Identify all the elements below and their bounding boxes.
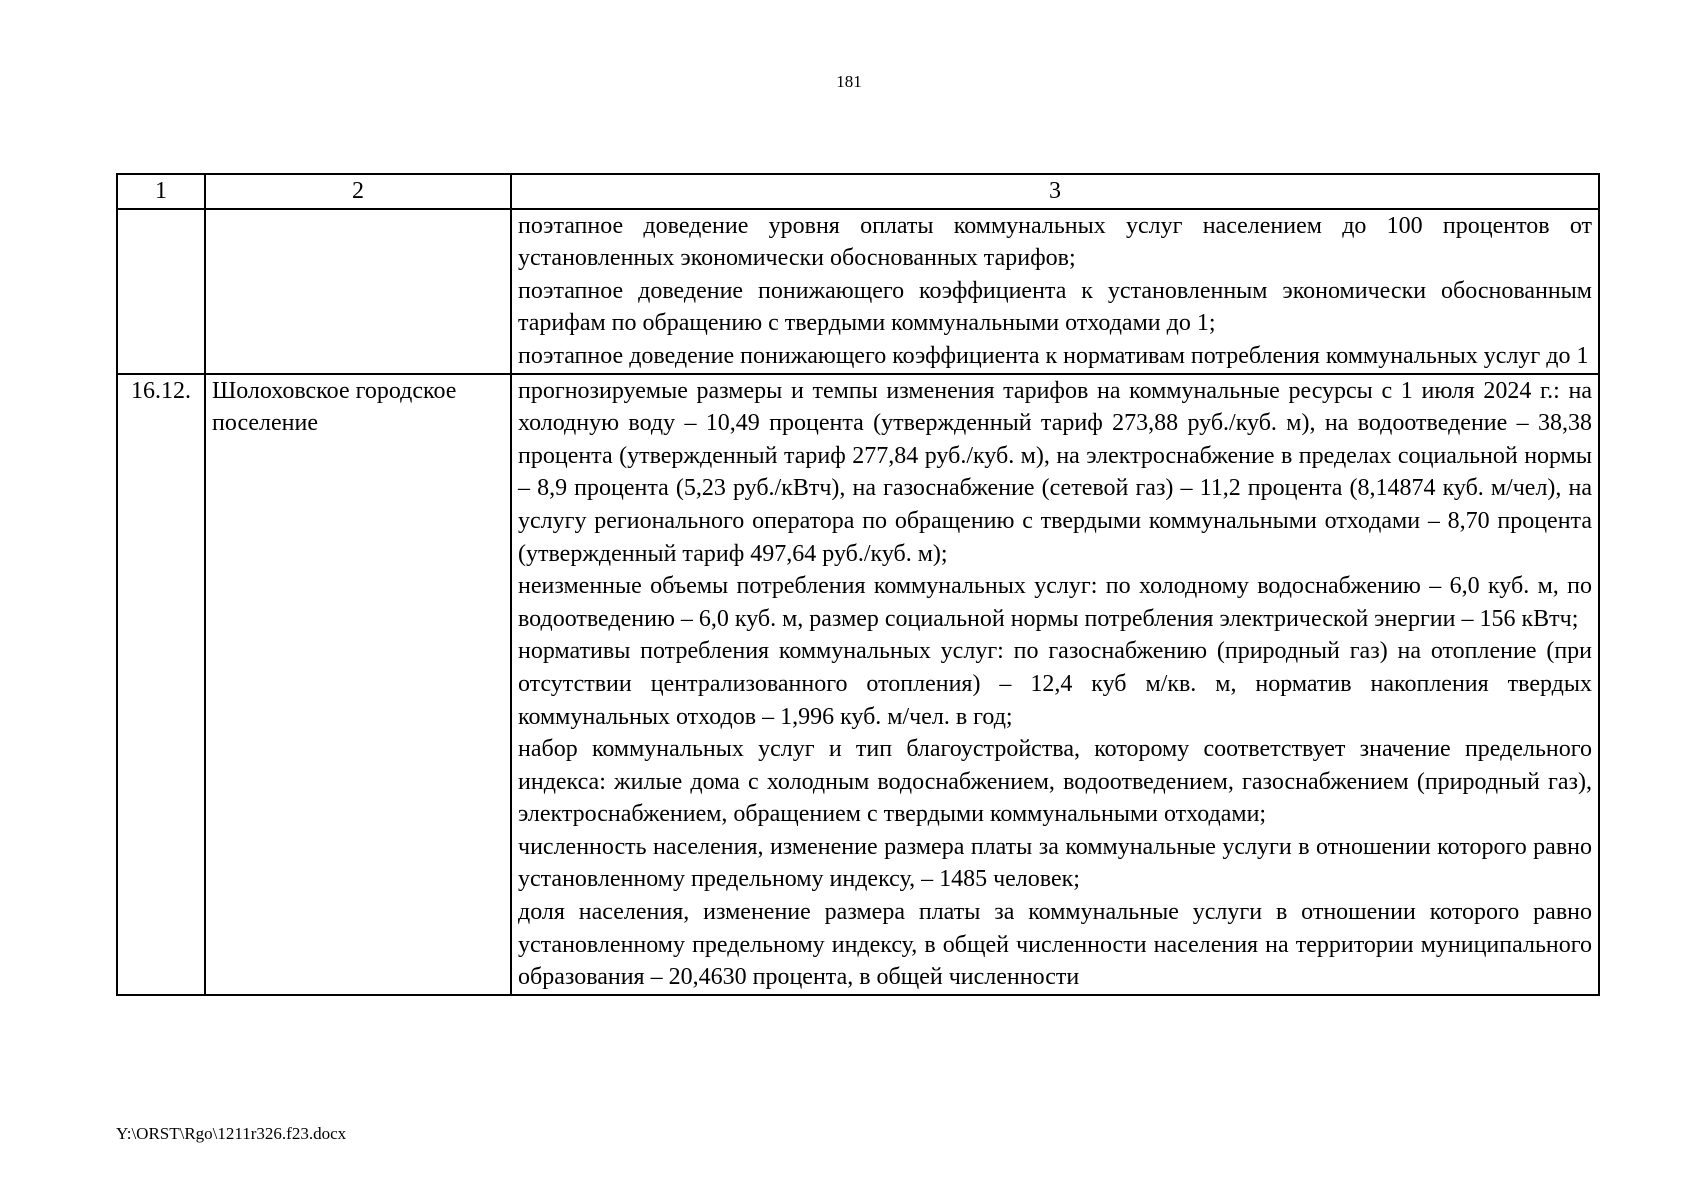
column-header-2: 2 [205, 174, 511, 209]
table-row-16-12 [117, 374, 1599, 995]
municipality-name-cell: Шолоховское городское поселение [205, 374, 511, 995]
description-paragraph: нормативы потребления коммунальных услуг: по газоснабжению (природный газ) на отопление (при отсутствии централизованного отопления) – 12,4 куб м/кв. м, норматив накопления твердых коммунальных отходов – 1,996 куб. м/чел. в год; [518, 638, 1592, 730]
description-paragraph: прогнозируемые размеры и темпы изменения тарифов на коммунальные ресурсы с 1 июля 2024 г.: на холодную воду – 10,49 процента (утвержденный тариф 273,88 руб./куб. м), на водоотведение – 38,38 процента (утвержденный тариф 277,84 руб./куб. м), на электроснабжение в пределах социальной нормы – 8,9 процента (5,23 руб./кВтч), на газоснабжение (сетевой газ) – 11,2 процента (8,14874 куб. м/чел), на услугу регионального оператора по обращению с твердыми коммунальными отходами – 8,70 процента (утвержденный тариф 497,64 руб./куб. м); [518, 377, 1592, 567]
tariff-table [116, 173, 1600, 996]
description-paragraph: доля населения, изменение размера платы за коммунальные услуги в отношении которого равно установленному предельному индексу, в общей численности населения на территории муниципального образования – 20,4630 процента, в общей численности [518, 899, 1592, 991]
page-number: 181 [836, 72, 862, 91]
description-paragraph: поэтапное доведение уровня оплаты коммунальных услуг населением до 100 процентов от установленных экономически обоснованных тарифов; [518, 212, 1592, 272]
table-header-row [117, 174, 1599, 209]
footer-file-path: Y:\ORST\Rgo\1211r326.f23.docx [116, 1124, 347, 1143]
municipality-name-cell [205, 209, 511, 374]
column-header-3: 3 [511, 174, 1599, 209]
description-cell [511, 374, 1599, 995]
description-paragraph: численность населения, изменение размера платы за коммунальные услуги в отношении которого равно установленному предельному индексу, – 1485 человек; [518, 833, 1592, 893]
row-number-cell: 16.12. [117, 374, 205, 995]
description-cell [511, 209, 1599, 374]
row-number-cell [117, 209, 205, 374]
column-header-1: 1 [117, 174, 205, 209]
description-paragraph: поэтапное доведение понижающего коэффициента к нормативам потребления коммунальных услуг до 1 [518, 342, 1589, 369]
table-row-continuation [117, 209, 1599, 374]
description-paragraph: поэтапное доведение понижающего коэффициента к установленным экономически обоснованным тарифам по обращению с твердыми коммунальными отходами до 1; [518, 277, 1592, 337]
description-paragraph: неизменные объемы потребления коммунальных услуг: по холодному водоснабжению – 6,0 куб. м, по водоотведению – 6,0 куб. м, размер социальной нормы потребления электрической энергии – 156 кВтч; [518, 573, 1592, 632]
description-paragraph: набор коммунальных услуг и тип благоустройства, которому соответствует значение предельного индекса: жилые дома с холодным водоснабжением, водоотведением, газоснабжением (природный газ), электроснабжением, обращением с твердыми коммунальными отходами; [518, 736, 1592, 828]
